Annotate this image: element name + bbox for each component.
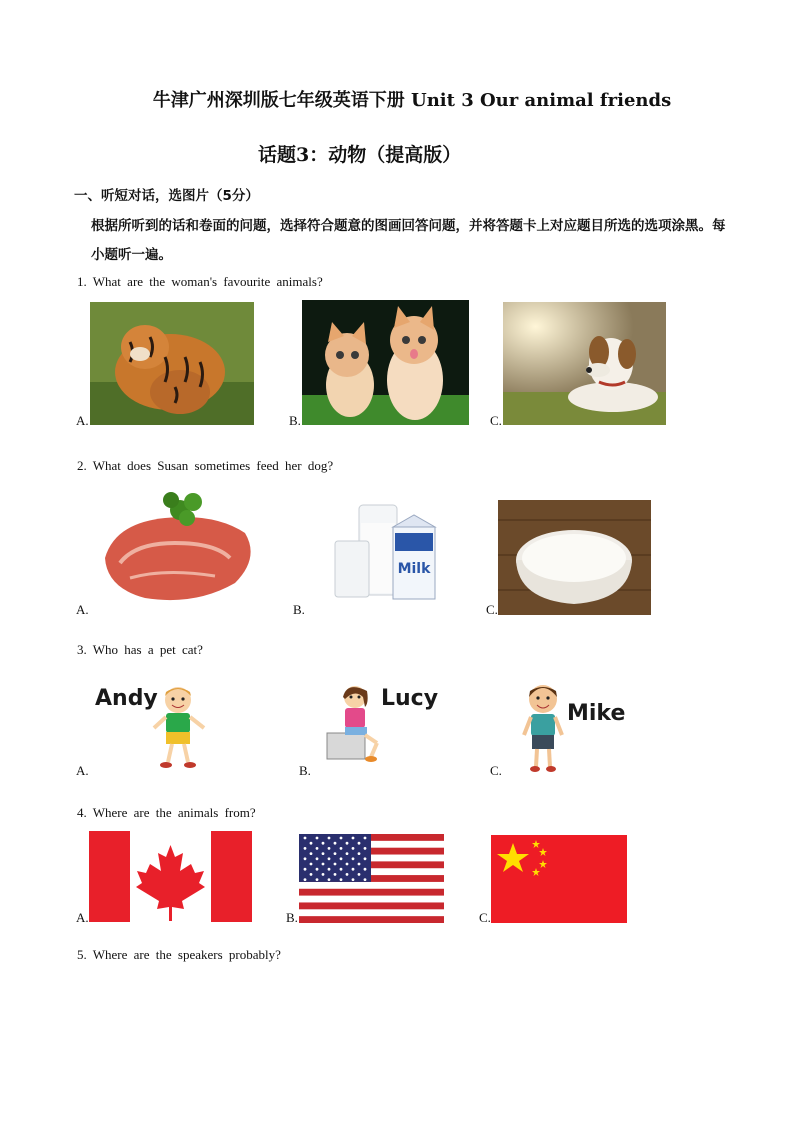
option-label: A. (76, 910, 89, 925)
option-label: A. (76, 602, 89, 617)
dog-photo (503, 302, 666, 425)
boy-andy-illustration (150, 684, 208, 770)
option-label: C. (490, 413, 502, 428)
option-label: A. (76, 763, 89, 778)
question-2 (77, 458, 333, 474)
china-flag (491, 835, 627, 923)
option-label: C. (486, 602, 498, 617)
canada-flag (89, 831, 252, 922)
tiger-photo (90, 302, 254, 425)
question-number: 2. (77, 458, 87, 473)
page-subtitle: 话题3：动物（提高版） (258, 144, 462, 166)
question-text: Who has a pet cat? (92, 642, 203, 657)
meat-photo (95, 488, 260, 608)
question-4 (77, 805, 256, 821)
option-label: A. (76, 413, 89, 428)
character-name: Mike (567, 701, 626, 726)
character-name: Lucy (381, 686, 439, 711)
instructions-text: 根据所听到的话和卷面的问题，选择符合题意的图画回答问题，并将答题卡上对应题目所选的选项涂黑。每小题听一遍。 (91, 218, 726, 263)
option-label: B. (289, 413, 301, 428)
question-1 (77, 274, 323, 290)
option-label: B. (299, 763, 311, 778)
option-label: B. (286, 910, 298, 925)
question-text: What does Susan sometimes feed her dog? (92, 458, 334, 473)
kittens-photo (302, 300, 469, 425)
question-number: 5. (77, 947, 87, 962)
option-label: B. (293, 602, 305, 617)
section-instructions (91, 212, 731, 270)
milk-photo (333, 503, 439, 600)
rice-photo (498, 500, 651, 615)
character-name: Andy (95, 686, 158, 711)
option-label: C. (490, 763, 502, 778)
question-5 (77, 947, 281, 963)
option-label: C. (479, 910, 491, 925)
section-heading: 一、听短对话，选图片（5分） (74, 188, 259, 204)
girl-lucy-illustration (325, 683, 385, 763)
boy-mike-illustration (520, 683, 566, 773)
question-number: 3. (77, 642, 87, 657)
question-number: 4. (77, 805, 87, 820)
milk-carton-label: Milk (397, 561, 431, 577)
question-text: Where are the speakers probably? (92, 947, 281, 962)
page-title: 牛津广州深圳版七年级英语下册 Unit 3 Our animal friends (152, 90, 672, 111)
question-number: 1. (77, 274, 87, 289)
usa-flag (299, 834, 444, 923)
question-text: Where are the animals from? (92, 805, 256, 820)
question-3 (77, 642, 203, 658)
question-text: What are the woman's favourite animals? (92, 274, 323, 289)
